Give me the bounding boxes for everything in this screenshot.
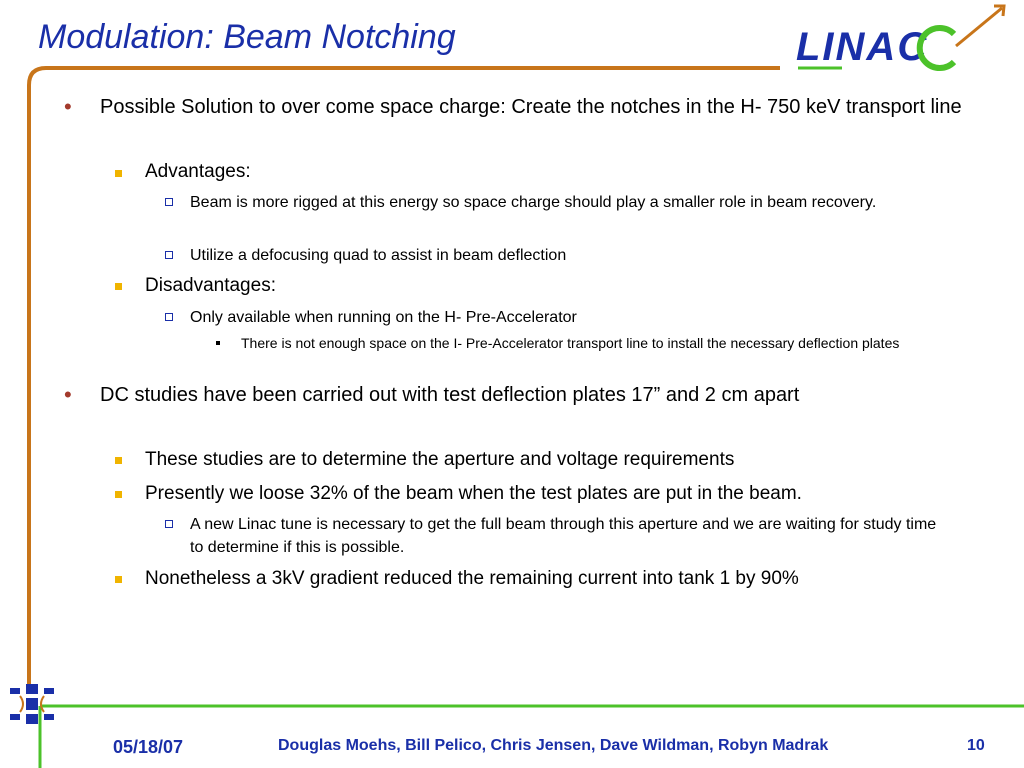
bullet-marker-l4 [216,341,220,345]
bullet-marker-l2 [115,283,122,290]
footer-date: 05/18/07 [113,737,184,757]
linac-logo [790,0,1020,80]
bullet-marker-l2 [115,457,122,464]
footer-authors: Douglas Moehs, Bill Pelico, Chris Jensen, Dave Wildman, Robyn Madrak [278,737,829,754]
bullet-marker-l3 [165,198,173,206]
bullet-level2: Disadvantages: [145,275,276,296]
bullet-level2: These studies are to determine the aperture and voltage requirements [145,449,735,470]
bullet-level4: There is not enough space on the I- Pre-Accelerator transport line to install the necessary deflection plates [241,335,900,351]
bullet-marker-l3 [165,520,173,528]
linac-logo-text: LINAC [796,25,929,69]
bullet-level1: Possible Solution to over come space charge: Create the notches in the H- 750 keV transport line [100,96,962,118]
bullet-marker-l2 [115,576,122,583]
fermilab-logo [6,682,58,728]
bullet-marker-l1: • [64,94,72,119]
bullet-level3: Beam is more rigged at this energy so space charge should play a smaller role in beam recovery. [190,194,877,211]
footer-page-number: 10 [967,737,985,754]
slide-title: Modulation: Beam Notching [38,18,456,56]
bullet-level2: Nonetheless a 3kV gradient reduced the remaining current into tank 1 by 90% [145,568,799,589]
bullet-level3: Only available when running on the H- Pre-Accelerator [190,309,577,326]
bullet-marker-l1: • [64,382,72,407]
bullet-marker-l2 [115,170,122,177]
bullet-level1: DC studies have been carried out with test deflection plates 17” and 2 cm apart [100,384,800,406]
bullet-marker-l3 [165,251,173,259]
bullet-level3: A new Linac tune is necessary to get the full beam through this aperture and we are waiting for study time to determine if this is possible. [190,516,937,556]
bullet-marker-l2 [115,491,122,498]
bullet-marker-l3 [165,313,173,321]
bullet-level2: Advantages: [145,161,251,182]
bullet-level3: Utilize a defocusing quad to assist in beam deflection [190,247,567,264]
bullet-level2: Presently we loose 32% of the beam when the test plates are put in the beam. [145,483,802,504]
